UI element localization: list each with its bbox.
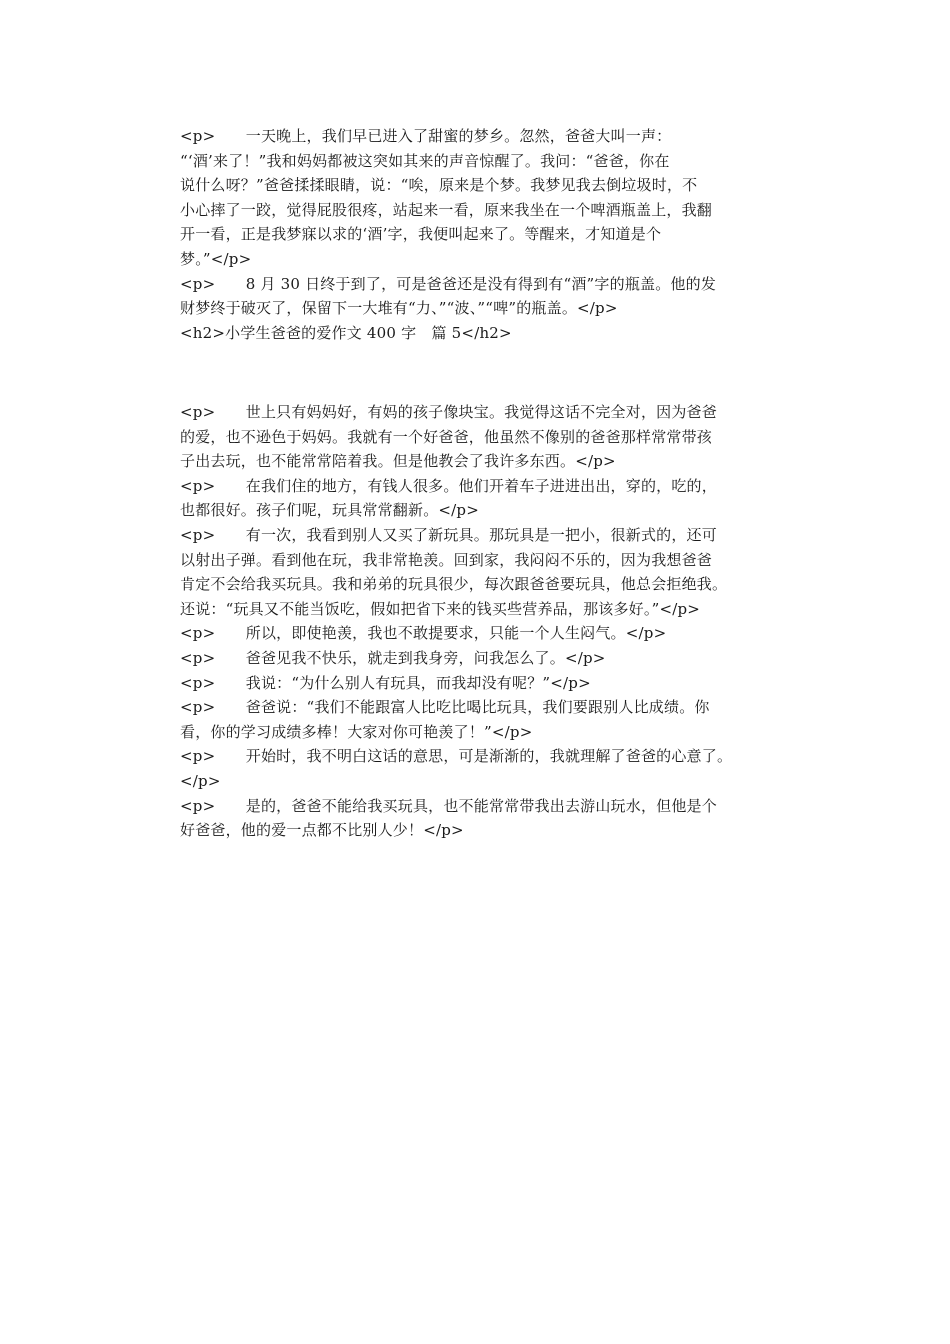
text-line: 开一看，正是我梦寐以求的‘酒’字，我便叫起来了。等醒来，才知道是个 [180, 225, 662, 244]
text-line: 梦。”</p> [180, 249, 252, 268]
text-line: 肯定不会给我买玩具。我和弟弟的玩具很少，每次跟爸爸要玩具，他总会拒绝我。 [180, 575, 728, 594]
section-heading: <h2>小学生爸爸的爱作文 400 字 篇 5</h2> [180, 323, 512, 342]
text-line: <p> 8 月 30 日终于到了，可是爸爸还是没有得到有“酒”字的瓶盖。他的发 [180, 274, 717, 293]
text-line: 看，你的学习成绩多棒！大家对你可艳羡了！”</p> [180, 722, 533, 741]
text-line: 财梦终于破灭了，保留下一大堆有“力、”“波、”“啤”的瓶盖。</p> [180, 299, 618, 318]
text-line: <p> 开始时，我不明白这话的意思，可是渐渐的，我就理解了爸爸的心意了。 [180, 747, 733, 766]
text-line: 以射出子弹。看到他在玩，我非常艳羡。回到家，我闷闷不乐的，因为我想爸爸 [180, 550, 713, 569]
text-line: 还说：“玩具又不能当饭吃，假如把省下来的钱买些营养品，那该多好。”</p> [180, 599, 701, 618]
text-section-1 [180, 124, 790, 345]
text-line: 好爸爸，他的爱一点都不比别人少！</p> [180, 821, 464, 840]
text-line: 说什么呀？”爸爸揉揉眼睛，说：“唉，原来是个梦。我梦见我去倒垃圾时，不 [180, 176, 698, 195]
text-line: <p> 世上只有妈妈好，有妈的孩子像块宝。我觉得这话不完全对，因为爸爸 [180, 403, 717, 421]
text-line: 也都很好。孩子们呢，玩具常常翻新。</p> [180, 501, 479, 520]
text-line: 的爱，也不逊色于妈妈。我就有一个好爸爸，他虽然不像别的爸爸那样常常带孩 [180, 427, 713, 446]
text-line: <p> 爸爸见我不快乐，就走到我身旁，问我怎么了。</p> [180, 648, 606, 667]
text-section-2 [180, 400, 790, 843]
text-line: <p> 一天晚上，我们早已进入了甜蜜的梦乡。忽然，爸爸大叫一声： [180, 127, 672, 145]
text-line: 小心摔了一跤，觉得屁股很疼，站起来一看，原来我坐在一个啤酒瓶盖上，我翻 [180, 200, 713, 219]
text-line: <p> 我说：“为什么别人有玩具，而我却没有呢？”</p> [180, 673, 591, 692]
text-line: <p> 是的，爸爸不能给我买玩具，也不能常常带我出去游山玩水，但他是个 [180, 796, 717, 815]
text-line: <p> 所以，即使艳羡，我也不敢提要求，只能一个人生闷气。</p> [180, 624, 667, 643]
text-line: <p> 在我们住的地方，有钱人很多。他们开着车子进进出出，穿的，吃的， [180, 476, 717, 495]
text-line: “‘酒’来了！”我和妈妈都被这突如其来的声音惊醒了。我问：“爸爸，你在 [180, 151, 670, 170]
text-line: 子出去玩，也不能常常陪着我。但是他教会了我许多东西。</p> [180, 452, 616, 471]
text-line: <p> 有一次，我看到别人又买了新玩具。那玩具是一把小，很新式的，还可 [180, 525, 717, 544]
text-line: <p> 爸爸说：“我们不能跟富人比吃比喝比玩具，我们要跟别人比成绩。你 [180, 698, 710, 717]
text-line: </p> [180, 771, 221, 790]
